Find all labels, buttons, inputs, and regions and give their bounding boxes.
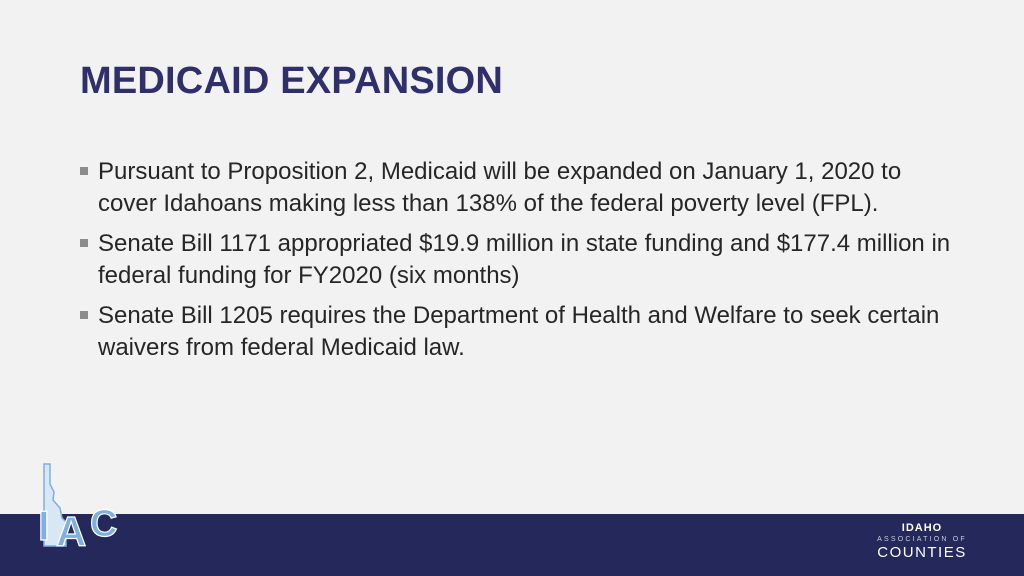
idaho-association-of-counties-logo — [872, 522, 972, 561]
square-bullet-icon — [80, 239, 88, 247]
bullet-list — [80, 156, 960, 372]
bullet-text: Pursuant to Proposition 2, Medicaid will be expanded on January 1, 2020 to cover Idahoans making less than 138% of the federal poverty level (FPL). — [98, 158, 902, 217]
footer-logo-line-2: ASSOCIATION OF — [877, 536, 967, 543]
iac-logo — [36, 462, 136, 552]
svg-text:I: I — [38, 502, 50, 549]
bullet-item — [80, 228, 960, 292]
square-bullet-icon — [80, 311, 88, 319]
bullet-text: Senate Bill 1205 requires the Department of Health and Welfare to seek certain waivers from federal Medicaid law. — [98, 302, 940, 361]
footer-bar — [0, 514, 1024, 576]
svg-text:A: A — [56, 508, 87, 552]
square-bullet-icon — [80, 167, 88, 175]
bullet-text: Senate Bill 1171 appropriated $19.9 million in state funding and $177.4 million in federal funding for FY2020 (six months) — [98, 230, 951, 289]
slide-title: MEDICAID EXPANSION — [80, 60, 504, 102]
svg-text:C: C — [90, 503, 118, 545]
bullet-item — [80, 300, 960, 364]
footer-logo-line-3: COUNTIES — [877, 544, 967, 561]
footer-logo-line-1: IDAHO — [901, 522, 943, 534]
bullet-item — [80, 156, 960, 220]
